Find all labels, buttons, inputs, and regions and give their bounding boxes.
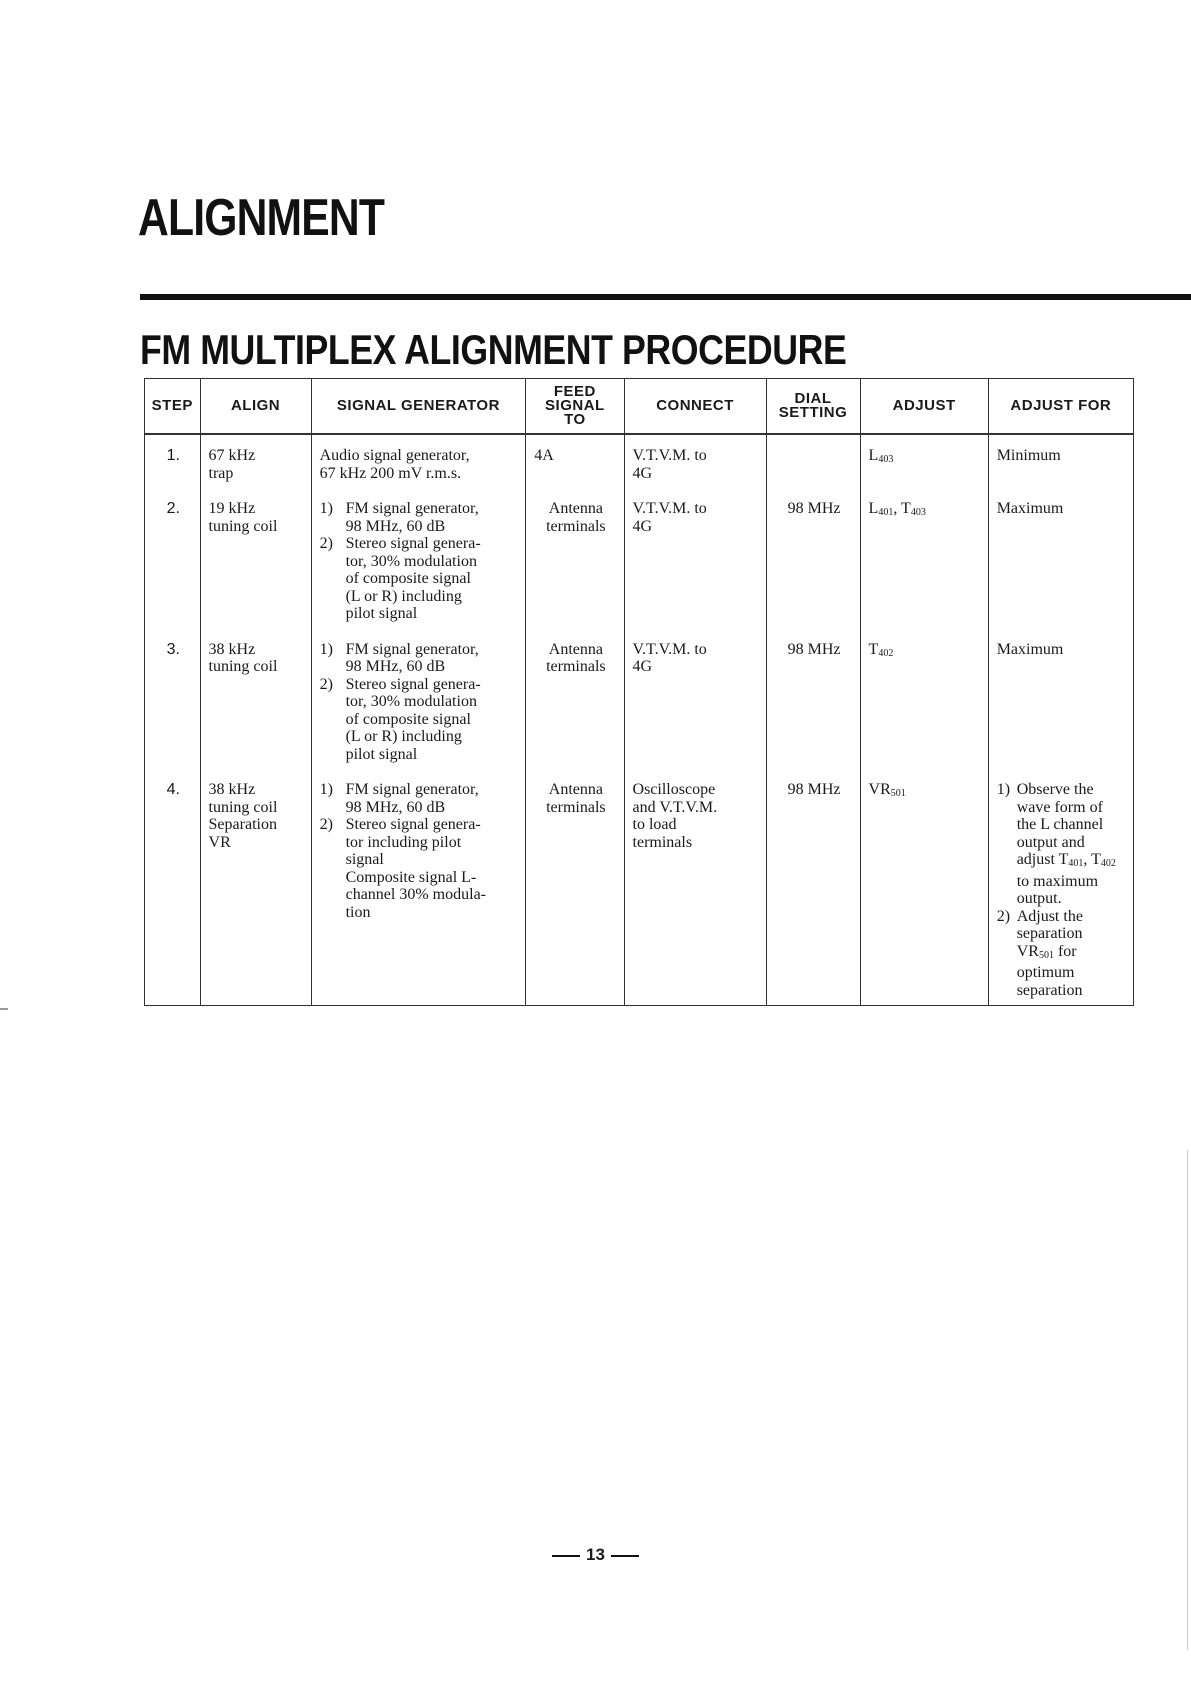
sg-line: of composite signal [345,710,471,728]
table-row [145,769,1134,1006]
sg-line: (L or R) including [345,587,462,605]
adjust-for-subscript: 401 [1068,858,1084,869]
table-header-row [145,379,1134,435]
sg-line: tor, 30% modulation [345,693,477,710]
align-line: Separation [208,816,277,833]
adjust-cell [860,434,988,488]
sg-line: tion [345,903,371,921]
adjust-separator: , [893,500,902,517]
adjust-for-line: wave form of [1016,798,1103,816]
table-row [145,629,1134,770]
sg-item-number: 1) [319,500,333,517]
adjust-component: T [901,500,911,517]
sg-item-number: 2) [319,816,333,833]
connect-cell [624,769,766,1006]
sg-item-number: 2) [319,675,333,693]
feed-line: terminals [546,517,606,535]
connect-line: 4G [632,464,653,482]
dial-setting-cell [766,434,860,488]
adjust-for-line [1017,851,1127,873]
align-line: tuning coil [208,798,278,816]
align-cell [200,488,311,629]
header-align: ALIGN [200,379,311,435]
adjust-component: VR [868,781,891,798]
step-cell: 1. [145,434,201,488]
adjust-for-line [1017,943,1127,965]
feed-line: Antenna [548,500,603,517]
adjust-subscript: 401 [878,507,894,518]
page-number [0,1545,1191,1565]
feed-line: Antenna [548,781,603,798]
align-line: tuning coil [208,658,278,675]
feed-cell [526,769,624,1006]
dial-setting-cell: 98 MHz [766,629,860,770]
adjust-for-subscript: 501 [1038,949,1054,961]
sg-item [320,781,520,816]
sg-line: Stereo signal genera- [345,816,481,833]
adjust-cell [860,629,988,770]
adjust-for-text: , T [1083,851,1101,868]
sg-line: tor, 30% modulation [345,552,477,570]
adjust-for-cell [988,769,1133,1006]
adjust-for-text: VR [1016,942,1039,960]
connect-line: V.T.V.M. to [632,500,707,517]
signal-generator-cell [311,488,526,629]
page-number-text: 13 [586,1545,605,1564]
adjust-for-line: Observe the [1016,781,1094,798]
align-line: tuning coil [208,517,278,535]
adjust-component: L [868,500,879,517]
connect-line: terminals [632,833,693,851]
sg-line: 98 MHz, 60 dB [345,658,446,675]
header-dial-setting [766,379,860,435]
header-step: STEP [145,379,201,435]
feed-cell [526,629,624,770]
adjust-subscript: 402 [878,647,894,659]
sg-line: Stereo signal genera- [345,675,481,693]
section-title: FM MULTIPLEX ALIGNMENT PROCEDURE [140,326,847,373]
table-row [145,434,1134,488]
header-feed-line: TO [564,411,586,428]
sg-item [320,676,520,764]
adjust-for-line: optimum [1016,964,1075,981]
adjust-for-line: to maximum [1016,872,1099,890]
connect-line: 4G [632,517,653,535]
step-cell: 4. [145,769,201,1006]
header-connect: CONNECT [624,379,766,435]
sg-item [320,500,520,535]
adjust-for-cell: Maximum [988,488,1133,629]
header-signal-generator: SIGNAL GENERATOR [311,379,526,435]
connect-cell [624,434,766,488]
sg-line: signal [345,851,384,868]
sg-line: FM signal generator, [345,640,479,658]
page-title: ALIGNMENT [138,189,385,247]
sg-line: pilot signal [345,745,418,763]
header-dial-line: DIAL [794,390,832,407]
alignment-procedure-table [144,378,1134,1006]
adjust-for-line: the L channel [1016,816,1104,833]
sg-line: of composite signal [345,570,471,587]
feed-cell [526,434,624,488]
sg-item-number: 2) [319,535,333,552]
connect-line: V.T.V.M. to [632,447,707,464]
adjust-subscript: 403 [878,454,894,465]
sg-line: channel 30% modula- [345,886,486,903]
title-rule [140,294,1191,300]
adjust-for-line: output and [1016,833,1085,851]
adjust-for-subscript: 402 [1100,858,1116,869]
adjust-cell [860,769,988,1006]
adjust-for-item [997,908,1127,1000]
sg-line: Composite signal L- [345,868,477,886]
table-row [145,488,1134,629]
connect-line: to load [632,816,677,833]
scan-edge [1187,1150,1188,1650]
align-cell [200,629,311,770]
signal-generator-cell [311,629,526,770]
feed-cell [526,488,624,629]
adjust-for-text: adjust T [1016,851,1069,868]
adjust-subscript: 501 [890,788,906,799]
signal-generator-cell [311,769,526,1006]
align-cell [200,769,311,1006]
sg-line: 98 MHz, 60 dB [345,517,446,535]
sg-item-number: 1) [319,640,333,658]
signal-generator-cell [311,434,526,488]
sg-item [320,816,520,921]
step-cell: 2. [145,488,201,629]
adjust-cell [860,488,988,629]
sg-line: Stereo signal genera- [345,535,481,552]
sg-line: FM signal generator, [345,781,479,798]
sg-line: FM signal generator, [345,500,479,517]
adjust-for-line: output. [1016,890,1062,907]
connect-line: and V.T.V.M. [632,798,718,816]
header-adjust: ADJUST [860,379,988,435]
sg-line: Audio signal generator, [319,447,470,464]
sg-line: 98 MHz, 60 dB [345,798,446,816]
adjust-for-text: for [1053,942,1077,960]
adjust-for-item-number: 1) [996,781,1011,798]
connect-line: V.T.V.M. to [632,640,707,658]
connect-line: 4G [632,658,653,675]
feed-line: Antenna [548,640,603,658]
adjust-for-line: separation [1016,981,1083,999]
adjust-component: T [868,640,879,658]
connect-line: Oscilloscope [632,781,716,798]
adjust-for-line: Adjust the [1016,907,1083,925]
connect-cell [624,629,766,770]
sg-item [320,535,520,623]
sg-item-number: 1) [319,781,333,798]
align-line: 38 kHz [208,781,256,798]
header-feed-line: FEED [553,383,596,400]
connect-cell [624,488,766,629]
sg-line: pilot signal [345,605,418,622]
feed-line: terminals [546,798,606,816]
adjust-for-item [997,781,1127,908]
header-feed-line: SIGNAL [545,397,605,414]
align-line: 19 kHz [208,500,256,517]
dial-setting-cell: 98 MHz [766,488,860,629]
align-cell [200,434,311,488]
adjust-component: L [868,447,879,464]
header-feed-signal-to [526,379,624,435]
scan-mark [0,1008,8,1010]
sg-line: 67 kHz 200 mV r.m.s. [319,464,462,482]
header-dial-line: SETTING [778,404,848,421]
sg-line: (L or R) including [345,728,462,745]
sg-item [320,641,520,676]
align-line: VR [208,833,231,851]
step-cell: 3. [145,629,201,770]
adjust-for-cell: Minimum [988,434,1133,488]
header-adjust-for: ADJUST FOR [988,379,1133,435]
sg-line: tor including pilot [345,833,462,851]
feed-line: terminals [546,658,606,675]
adjust-for-cell: Maximum [988,629,1133,770]
align-line: trap [208,464,234,482]
page-number-dash [552,1555,580,1557]
adjust-for-item-number: 2) [996,907,1011,925]
feed-line: 4A [534,447,554,464]
dial-setting-cell: 98 MHz [766,769,860,1006]
page-number-dash [611,1555,639,1557]
adjust-for-line: separation [1016,925,1083,942]
align-line: 38 kHz [208,640,256,658]
align-line: 67 kHz [208,447,256,464]
adjust-subscript: 403 [910,507,926,518]
